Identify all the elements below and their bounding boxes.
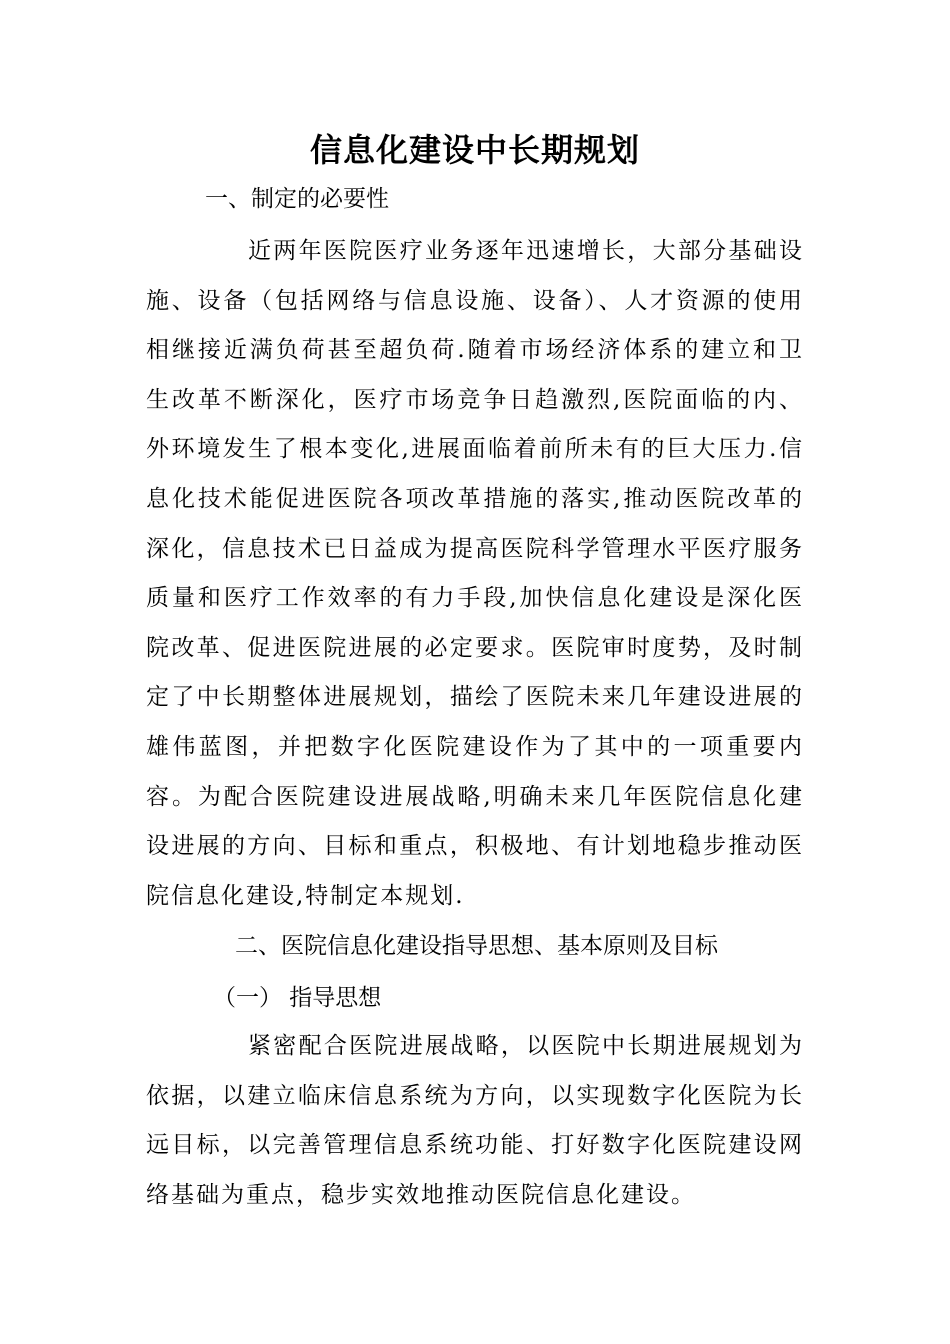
guiding-ideology-paragraph: 紧密配合医院进展战略，以医院中长期进展规划为依据，以建立临床信息系统为方向，以实现数字化医院为长远目标，以完善管理信息系统功能、打好数字化医院建设网络基础为重点，稳步实效地推动医院信息化建设。 bbox=[146, 1033, 804, 1208]
subsection-heading-guiding-ideology: （一） 指导思想 bbox=[213, 985, 382, 1011]
section-heading-necessity: 一、制定的必要性 bbox=[205, 186, 389, 212]
document-title: 信息化建设中长期规划 bbox=[309, 131, 640, 169]
necessity-paragraph: 近两年医院医疗业务逐年迅速增长，大部分基础设施、设备（包括网络与信息设施、设备）、人才资源的使用相继接近满负荷甚至超负荷.随着市场经济体系的建立和卫生改革不断深化，医疗市场竞争日趋激烈,医院面临的内、外环境发生了根本变化,进展面临着前所未有的巨大压力.信息化技术能促进医院各项改革措施的落实,推动医院改革的深化，信息技术已日益成为提高医院科学管理水平医疗服务质量和医疗工作效率的有力手段,加快信息化建设是深化医院改革、促进医院进展的必定要求。医院审时度势，及时制定了中长期整体进展规划，描绘了医院未来几年建设进展的雄伟蓝图，并把数字化医院建设作为了其中的一项重要内容。为配合医院建设进展战略,明确未来几年医院信息化建设进展的方向、目标和重点，积极地、有计划地稳步推动医院信息化建设,特制定本规划. bbox=[146, 238, 804, 909]
section-heading-guiding-principles: 二、医院信息化建设指导思想、基本原则及目标 bbox=[235, 933, 718, 959]
